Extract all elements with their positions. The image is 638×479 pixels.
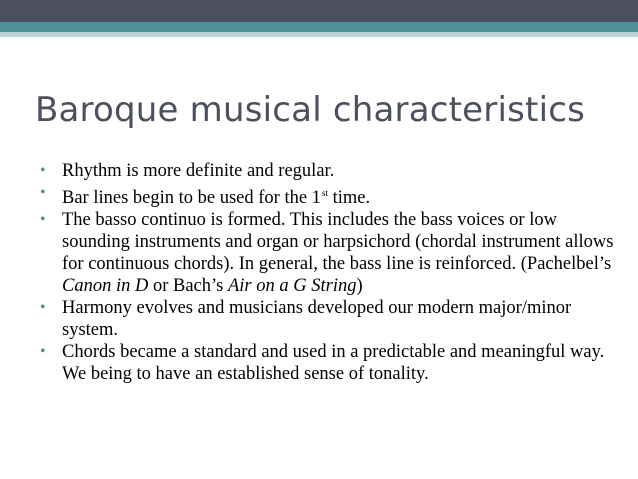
bullet-dot-icon: • [40,162,46,179]
bullet-text: Chords became a standard and used in a predictable and meaningful way. We being to have an established sense of tonality. [62,342,605,384]
ordinal-superscript: st [321,188,328,198]
header-band-teal [0,22,638,32]
bullet-dot-icon: • [40,343,46,360]
bullet-text-mid: or Bach’s [148,276,228,296]
bullet-item-harmony [38,297,623,341]
work-title-air: Air on a G String [227,276,357,296]
work-title-canon: Canon in D [62,276,149,296]
bullet-item-rhythm [38,160,623,182]
bullet-item-basso-continuo [38,209,623,297]
bullet-dot-icon: • [40,184,46,201]
bullet-text: Rhythm is more definite and regular. [62,161,335,181]
header-band-light [0,32,638,37]
bullet-list [38,160,623,385]
bullet-text: Bar lines begin to be used for the 1 [62,188,321,208]
header-band-dark [0,0,638,22]
bullet-text: Harmony evolves and musicians developed our modern major/minor system. [62,298,572,340]
slide-title: Baroque musical characteristics [35,90,586,130]
bullet-item-chords [38,341,623,385]
bullet-text: The basso continuo is formed. This includes the bass voices or low sounding instruments and organ or harpsichord (chordal instrument allows for continuous chords). In general, the bass line is reinforced. (Pachelbel’s [62,210,614,274]
bullet-dot-icon: • [40,299,46,316]
bullet-dot-icon: • [40,211,46,228]
bullet-item-bar-lines [38,182,623,209]
bullet-text-tail: time. [327,188,371,208]
bullet-text-tail: ) [356,276,363,296]
